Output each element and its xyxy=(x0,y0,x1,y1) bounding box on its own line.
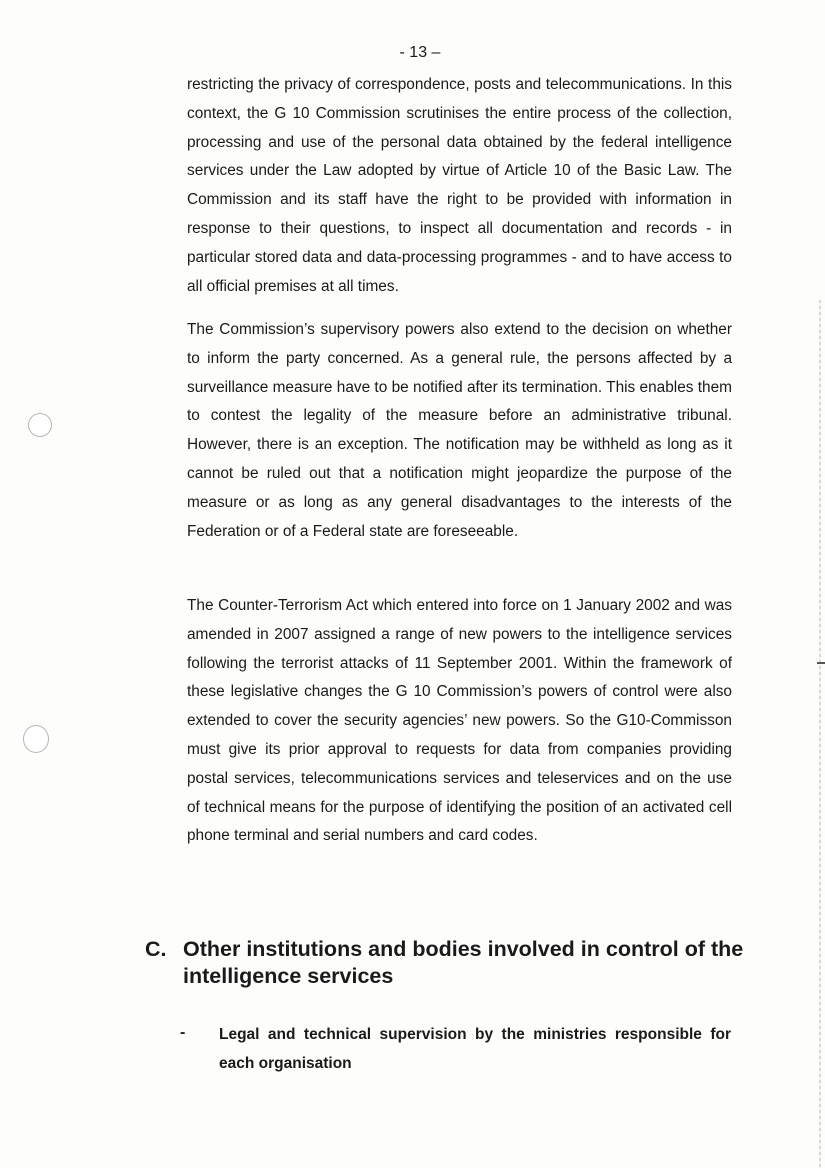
section-heading xyxy=(145,936,745,990)
punch-hole-bottom xyxy=(23,725,49,753)
section-title: Other institutions and bodies involved in control of the intelligence services xyxy=(183,937,744,988)
scan-edge-artifact xyxy=(819,300,821,1168)
section-letter: C. xyxy=(145,937,167,961)
paragraph-supervisory-powers: The Commission’s supervisory powers also extend to the decision on whether to inform the party concerned. As a general rule, the persons affected by a surveillance measure have to be notified after its termination. This enables them to contest the legality of the measure before an administrative tribunal. However, there is an exception. The notification may be withheld as long as it cannot be ruled out that a notification might jeopardize the purpose of the measure or as long as any general disadvantages to the interests of the Federation or of a Federal state are foreseeable. xyxy=(187,321,732,540)
page-number: - 13 – xyxy=(399,44,441,61)
subheading-bullet: - xyxy=(180,1024,186,1041)
subheading-ministries-supervision: Legal and technical supervision by the ministries responsible for each organisation xyxy=(219,1026,731,1072)
punch-hole-top xyxy=(28,413,52,437)
scan-edge-mark xyxy=(817,662,825,664)
paragraph-counter-terrorism-act: The Counter-Terrorism Act which entered into force on 1 January 2002 and was amended in 2007 assigned a range of new powers to the intelligence services following the terrorist attacks of 11 September 2001. Within the framework of these legislative changes the G 10 Commission’s powers of control were also extended to cover the security agencies’ new powers. So the G10-Commisson must give its prior approval to requests for data from companies providing postal services, telecommunications services and teleservices and on the use of technical means for the purpose of identifying the position of an activated cell phone terminal and serial numbers and card codes. xyxy=(187,597,732,845)
paragraph-g10-scrutiny: restricting the privacy of correspondence, posts and telecommunications. In this context, the G 10 Commission scrutinises the entire process of the collection, processing and use of the personal data obtained by the federal intelligence services under the Law adopted by virtue of Article 10 of the Basic Law. The Commission and its staff have the right to be provided with information in response to their questions, to inspect all documentation and records - in particular stored data and data-processing programmes - and to have access to all official premises at all times. xyxy=(187,76,732,295)
